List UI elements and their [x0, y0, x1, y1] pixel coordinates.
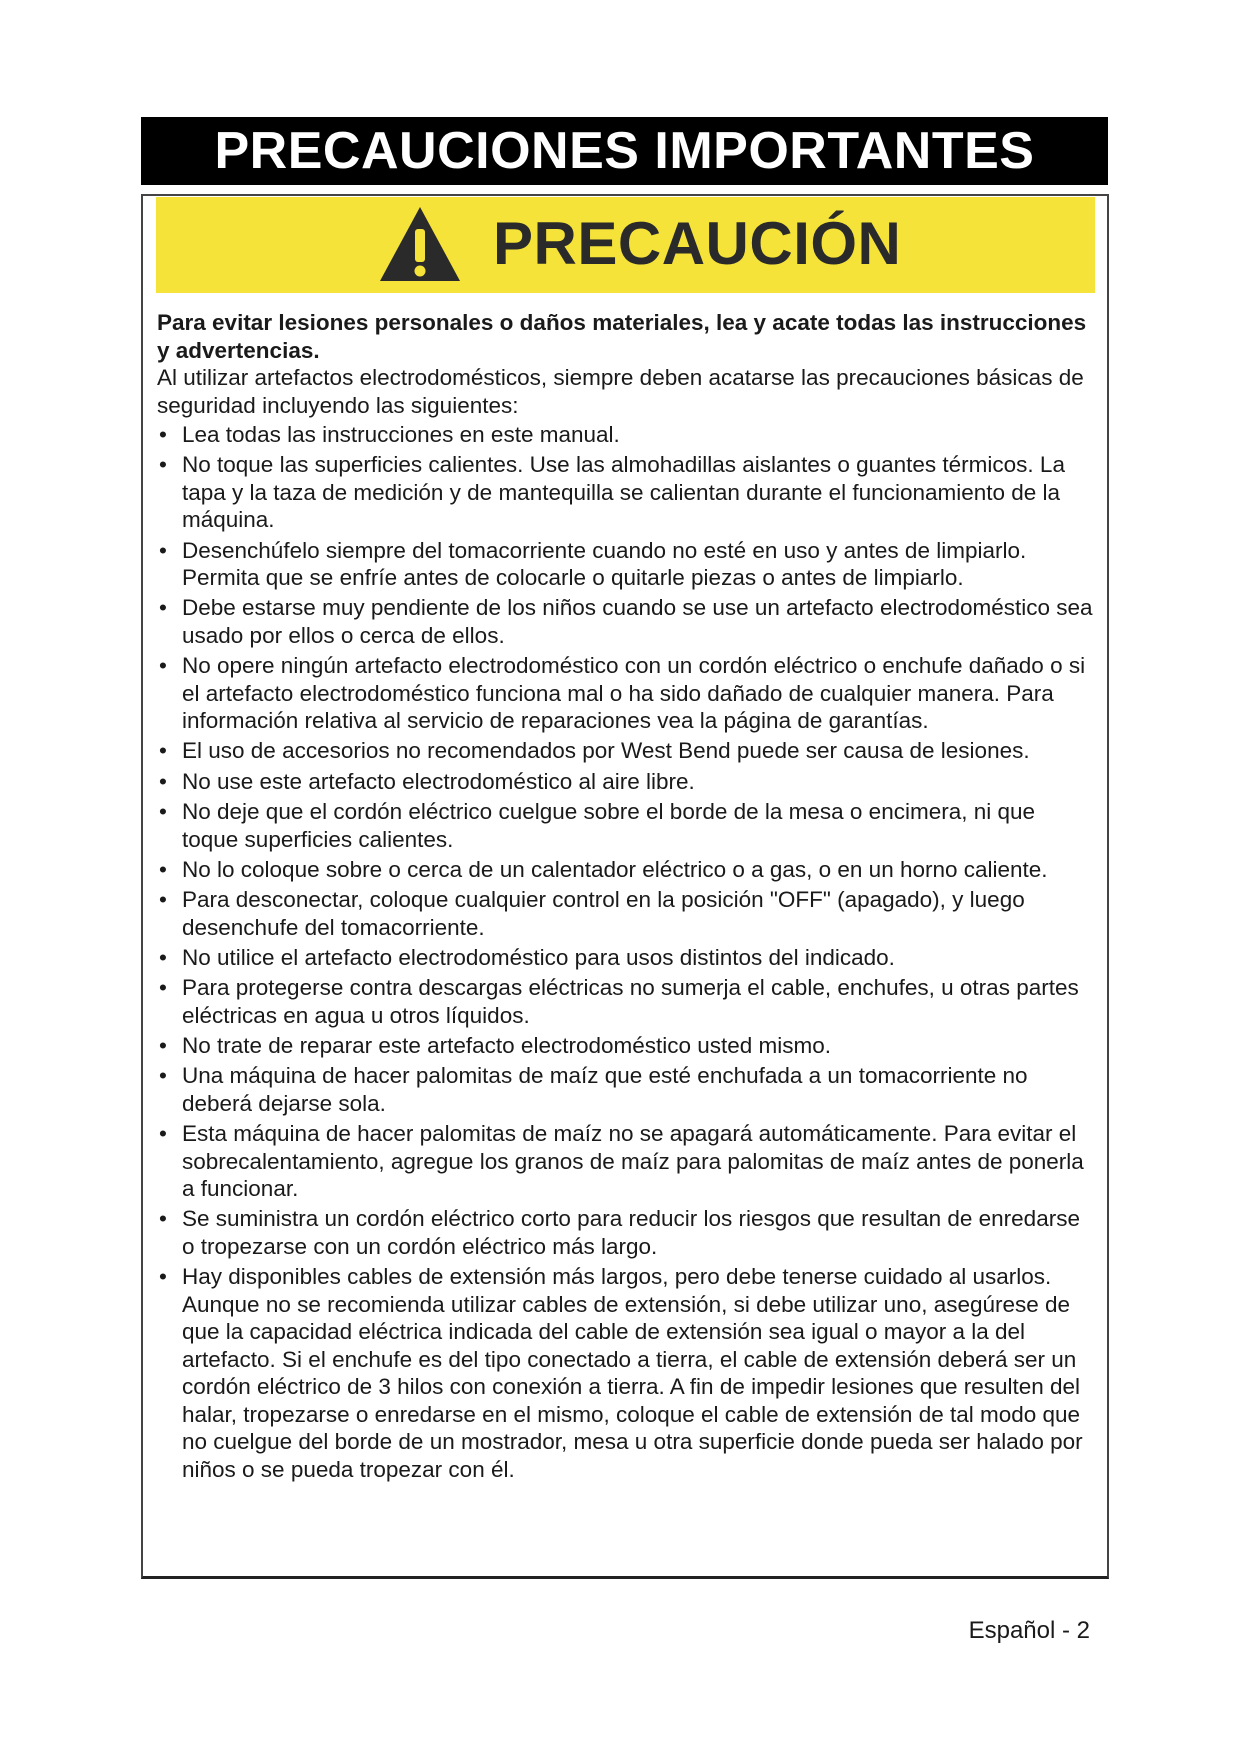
bullet: • — [159, 595, 167, 621]
bullet: • — [159, 537, 167, 563]
bullet: • — [159, 1264, 167, 1290]
list-item — [157, 1120, 1097, 1203]
bullet: • — [159, 1033, 167, 1059]
list-item — [157, 652, 1097, 735]
bullet: • — [159, 738, 167, 764]
bullet: • — [159, 887, 167, 913]
list-item-text: No trate de reparar este artefacto electrodoméstico usted mismo. — [182, 1033, 832, 1059]
bullet: • — [159, 799, 167, 825]
list-item-text: Debe estarse muy pendiente de los niños cuando se use un artefacto electrodoméstico sea usado por ellos o cerca de ellos. — [182, 595, 1093, 648]
list-item — [157, 737, 1097, 765]
page-number: Español - 2 — [968, 1617, 1090, 1644]
intro-text: Al utilizar artefactos electrodomésticos, siempre deben acatarse las precauciones básicas de seguridad incluyendo las siguientes: — [157, 365, 1084, 418]
list-item — [157, 886, 1097, 941]
list-item-text: Lea todas las instrucciones en este manual. — [182, 422, 620, 447]
list-item — [157, 594, 1097, 649]
list-item — [157, 451, 1097, 534]
list-item-text: Se suministra un cordón eléctrico corto para reducir los riesgos que resultan de enredarse o tropezarse con un cordón eléctrico más largo. — [182, 1206, 1080, 1259]
list-item-text: No toque las superficies calientes. Use las almohadillas aislantes o guantes térmicos. La tapa y la taza de medición y de mantequilla se calientan durante el funcionamiento de la máquina. — [182, 452, 1065, 533]
page-title-bar — [141, 117, 1108, 185]
precautions-list — [157, 421, 1097, 1483]
list-item — [157, 1032, 1097, 1060]
precautions-content — [157, 309, 1097, 1486]
caution-banner — [156, 197, 1095, 293]
list-item — [157, 856, 1097, 884]
list-item — [157, 768, 1097, 796]
list-item — [157, 1205, 1097, 1260]
list-item-text: No utilice el artefacto electrodoméstico para usos distintos del indicado. — [182, 944, 895, 970]
list-item-text: Para desconectar, coloque cualquier control en la posición "OFF" (apagado), y luego desenchufe del tomacorriente. — [182, 887, 1025, 940]
list-item-text: No lo coloque sobre o cerca de un calentador eléctrico o a gas, o en un horno caliente. — [182, 856, 1048, 882]
list-item-text: Hay disponibles cables de extensión más largos, pero debe tenerse cuidado al usarlos. Aunque no se recomienda utilizar cables de extensión, si debe utilizar uno, asegúrese de que la capacidad eléctrica indicada del cable de extensión sea igual o mayor a la del artefacto. Si el enchufe es del tipo conectado a tierra, el cable de extensión deberá ser un cordón eléctrico de 3 hilos con conexión a tierra. A fin de impedir lesiones que resulten del halar, tropezarse o enredarse en el mismo, coloque el cable de extensión de tal modo que no cuelgue del borde de un mostrador, mesa u otra superficie donde pueda ser halado por niños o se pueda tropezar con él. — [182, 1264, 1083, 1482]
bullet: • — [159, 452, 167, 478]
page-title: PRECAUCIONES IMPORTANTES — [214, 122, 1035, 180]
list-item — [157, 537, 1097, 592]
bullet: • — [159, 944, 167, 970]
list-item — [157, 944, 1097, 972]
intro-bold-text: Para evitar lesiones personales o daños materiales, lea y acate todas las instrucciones y advertencias. — [157, 310, 1087, 363]
caution-label: PRECAUCIÓN — [493, 210, 902, 277]
bullet: • — [159, 1063, 167, 1089]
bullet: • — [159, 768, 167, 794]
bullet: • — [159, 1206, 167, 1232]
warning-triangle-icon — [378, 205, 462, 283]
list-item — [157, 798, 1097, 853]
list-item-text: Esta máquina de hacer palomitas de maíz no se apagará automáticamente. Para evitar el sobrecalentamiento, agregue los granos de maíz para palomitas de maíz antes de ponerla a funcionar. — [182, 1121, 1084, 1202]
list-item — [157, 1263, 1097, 1483]
list-item — [157, 1062, 1097, 1117]
list-item-text: Desenchúfelo siempre del tomacorriente cuando no esté en uso y antes de limpiarlo. Permita que se enfríe antes de colocarle o quitarle piezas o antes de limpiarlo. — [182, 537, 1027, 591]
list-item-text: El uso de accesorios no recomendados por West Bend puede ser causa de lesiones. — [182, 738, 1030, 764]
bullet: • — [159, 1121, 167, 1147]
list-item-text: No deje que el cordón eléctrico cuelgue sobre el borde de la mesa o encimera, ni que toque superficies calientes. — [182, 799, 1036, 852]
list-item-text: No use este artefacto electrodoméstico al aire libre. — [182, 768, 695, 794]
list-item-text: Para protegerse contra descargas eléctricas no sumerja el cable, enchufes, u otras partes eléctricas en agua u otros líquidos. — [182, 975, 1079, 1028]
bullet: • — [159, 422, 167, 447]
list-item — [157, 421, 1097, 449]
list-item-text: No opere ningún artefacto electrodoméstico con un cordón eléctrico o enchufe dañado o si el artefacto electrodoméstico funciona mal o ha sido dañado de cualquier manera. Para información relativa al servicio de reparaciones vea la página de garantías. — [182, 653, 1086, 734]
list-item — [157, 974, 1097, 1029]
bullet: • — [159, 653, 167, 679]
bullet: • — [159, 975, 167, 1001]
bullet: • — [159, 856, 167, 882]
list-item-text: Una máquina de hacer palomitas de maíz que esté enchufada a un tomacorriente no deberá dejarse sola. — [182, 1063, 1028, 1116]
